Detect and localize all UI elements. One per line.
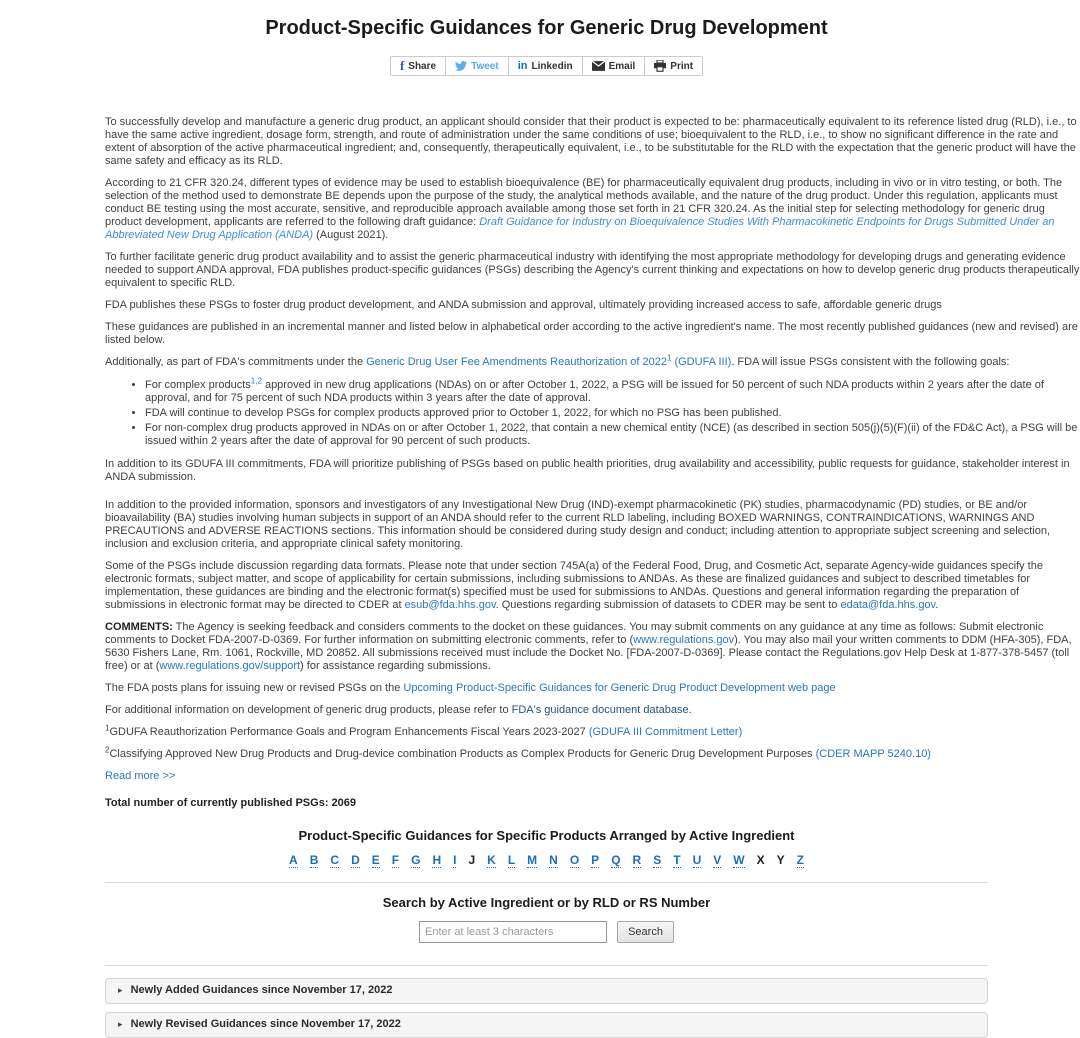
text-segment: In addition to the provided information, sponsors and investigators of any Investigational New Drug (IND)-exempt pharmacokinetic (PK) studies, pharmacodynamic (PD) studies, or BE and/or bioavailability (BA) studies involving human subjects in support of an ANDA should refer to the current RLD labeling, including BOXED WARNINGS, CONTRAINDICATIONS, WARNINGS AND PRECAUTIONS and ADVERSE REACTIONS sections. This information should be considered during study design and conduct; including attention to appropriate subject screening and selection, inclusion and exclusion criteria, and appropriate clinical safety monitoring.: [105, 499, 1051, 550]
inline-link[interactable]: www.regulations.gov: [633, 634, 735, 646]
text-segment: 1: [105, 723, 110, 733]
list-item: [145, 376, 1080, 405]
text-segment: ) for assistance regarding submissions.: [300, 660, 491, 672]
alphabet-letter-i[interactable]: I: [453, 853, 457, 867]
search-row: [105, 921, 988, 943]
inline-link[interactable]: (CDER MAPP 5240.10): [815, 748, 931, 760]
alphabet-letter-h[interactable]: H: [432, 853, 442, 867]
text-segment: COMMENTS:: [105, 621, 173, 633]
share-label: Share: [408, 60, 437, 72]
text-segment: GDUFA Reauthorization Performance Goals and Program Enhancements Fiscal Years 2023-2027: [109, 726, 589, 738]
email-label: Email: [608, 60, 636, 72]
print-icon: [654, 60, 666, 72]
text-segment: (August 2021).: [313, 229, 389, 241]
text-segment: The Agency is seeking feedback and considers comments to the docket on these guidances. You may submit comments on any guidance at any time as follows: Submit electronic comments to Docket FDA-2007-D-0369. For further information on submitting electronic comments, refer to (: [105, 621, 1044, 646]
paragraph: [105, 177, 1080, 242]
twitter-icon: [455, 60, 467, 72]
print-label: Print: [670, 60, 694, 72]
paragraph: [105, 299, 1080, 312]
inline-link[interactable]: esub@fda.hhs.gov: [404, 599, 496, 611]
alphabet-letter-s[interactable]: S: [653, 853, 662, 867]
guidance-section: [105, 828, 988, 1038]
social-share-group: [390, 56, 703, 76]
paragraph: [105, 116, 1080, 168]
divider: [105, 882, 988, 883]
paragraph: [105, 682, 1080, 695]
accordion-list: [105, 978, 988, 1038]
social-share-row: [105, 56, 988, 76]
search-input[interactable]: [419, 921, 607, 943]
share-linkedin-button[interactable]: [509, 57, 583, 75]
section-heading: Product-Specific Guidances for Specific Products Arranged by Active Ingredient: [298, 828, 795, 843]
text-segment: . Questions regarding submission of datasets to CDER may be sent to: [495, 599, 841, 611]
search-button[interactable]: Search: [617, 921, 674, 943]
alphabet-letter-w[interactable]: W: [733, 853, 745, 867]
text-segment: Classifying Approved New Drug Products and Drug-device combination Products as Complex Products for Generic Drug Development Purposes: [109, 748, 816, 760]
text-segment: FDA publishes these PSGs to foster drug product development, and ANDA submission and approval, ultimately providing increased access to safe, affordable generic drugs: [105, 299, 942, 311]
paragraph: [105, 321, 1080, 347]
accordion-newly-added[interactable]: [105, 978, 988, 1004]
inline-link[interactable]: Draft Guidance for Industry on Bioequivalence Studies With Pharmacokinetic Endpoints for Drugs Submitted Under an Abbreviated New Drug Application (ANDA): [105, 216, 1055, 241]
share-facebook-button[interactable]: [391, 57, 446, 75]
text-segment: For non-complex drug products approved in NDAs on or after October 1, 2022, that contain a new chemical entity (NCE) (as described in section 505(j)(5)(F)(ii) of the FD&C Act), a PSG will be issued within 2 years after the date of approval for 90 percent of such products.: [145, 422, 1078, 447]
alphabet-letter-d[interactable]: D: [351, 853, 360, 867]
alphabet-letter-g[interactable]: G: [411, 853, 421, 867]
alphabet-letter-x: X: [756, 853, 765, 867]
text-segment: For additional information on development of generic drug products, please refer to: [105, 704, 512, 716]
inline-link[interactable]: (GDUFA III): [671, 356, 732, 368]
inline-link[interactable]: 1: [666, 353, 672, 363]
print-button[interactable]: [645, 57, 702, 75]
text-segment: To further facilitate generic drug product availability and to assist the generic pharmaceutical industry with identifying the most appropriate methodology for developing drugs and generating evidence needed to support ANDA approval, FDA publishes product-specific guidances (PSGs) describing the Agency's current thinking and expectations on how to develop generic drug products therapeutically equivalent to specific RLD.: [105, 251, 1080, 289]
footnote-2: [105, 745, 1080, 761]
paragraph: [105, 458, 1080, 484]
alphabet-letter-a[interactable]: A: [289, 853, 298, 867]
total-psg-count: Total number of currently published PSGs: 2069: [105, 797, 357, 809]
goals-list: [105, 376, 1080, 448]
alphabet-letter-c[interactable]: C: [330, 853, 340, 867]
alphabet-letter-t[interactable]: T: [673, 853, 681, 867]
alphabet-letter-q[interactable]: Q: [611, 853, 621, 867]
alphabet-letter-b[interactable]: B: [309, 853, 319, 867]
text-segment: The FDA posts plans for issuing new or revised PSGs on the: [105, 682, 404, 694]
paragraph: [105, 353, 1080, 369]
alphabet-letter-y: Y: [776, 853, 785, 867]
linkedin-icon: in: [517, 60, 528, 72]
facebook-icon: f: [399, 58, 405, 73]
alphabet-letter-l[interactable]: L: [507, 853, 516, 867]
paragraph: [105, 499, 1080, 551]
alphabet-letter-n[interactable]: N: [549, 853, 558, 867]
text-segment: .: [935, 599, 939, 611]
text-segment: According to 21 CFR 320.24, different types of evidence may be used to establish bioequivalence (BE) for pharmaceutically equivalent drug products, including in vivo or in vitro testing, or both. The selection of the method used to demonstrate BE depends upon the purpose of the study, the analytical methods available, and the nature of the drug product. Under this regulation, applicants must conduct BE testing using the most accurate, sensitive, and reproducible approach available among those set forth in 21 CFR 320.24. As the initial step for selecting methodology for generic drug product development, applicants are referred to the following draft guidance:: [105, 177, 1063, 228]
alphabet-letter-r[interactable]: R: [632, 853, 642, 867]
alphabet-letter-v[interactable]: V: [713, 853, 722, 867]
alphabet-letter-u[interactable]: U: [692, 853, 702, 867]
text-segment: Additionally, as part of FDA's commitments under the: [105, 356, 367, 368]
footnote-1: [105, 723, 1080, 739]
accordion-label: Newly Revised Guidances since November 17, 2022: [130, 1018, 401, 1030]
email-icon: [592, 61, 605, 71]
linkedin-label: Linkedin: [531, 60, 573, 72]
text-segment: To successfully develop and manufacture a generic drug product, an applicant should consider that their product is expected to be: pharmaceutically equivalent to its reference listed drug (RLD), i.e., to have the same active ingredient, dosage form, strength, and route of administration under the same conditions of use; bioequivalent to the RLD, i.e., to show no significant difference in the rate and extent of absorption of the active pharmaceutical ingredient; and, consequently, therapeutically equivalent, i.e., to be substitutable for the RLD with the expectation that the generic product will have the same safety and efficacy as its RLD.: [105, 116, 1077, 167]
alphabet-letter-f[interactable]: F: [391, 853, 400, 867]
alphabet-letter-o[interactable]: O: [569, 853, 580, 867]
inline-link[interactable]: Upcoming Product-Specific Guidances for Generic Drug Product Development web page: [403, 682, 836, 694]
text-segment: 2: [105, 745, 110, 755]
divider: [105, 965, 988, 966]
alphabet-nav: [105, 854, 988, 868]
alphabet-letter-p[interactable]: P: [591, 853, 600, 867]
text-segment: Some of the PSGs include discussion regarding data formats. Please note that under section 745A(a) of the Federal Food, Drug, and Cosmetic Act, separate Agency-wide guidances specify the electronic formats, subject matter, and scope of applicability for certain submissions, including submissions to ANDAs. As these are finalized guidances and subject to described timetables for implementation, these guidances are binding and the electronic format(s) specified must be used for submissions to ANDAs. Questions and general information regarding the preparation of submissions in electronic format may be directed to CDER at: [105, 560, 1043, 611]
inline-link[interactable]: FDA's guidance document database: [511, 704, 689, 716]
inline-link[interactable]: 1,2: [250, 376, 262, 386]
text-segment: ). You may also mail your written comments to DDM (HFA-305), FDA, 5630 Fishers Lane, Rm. 1061, Rockville, MD 20852. All submissions received must include the Docket No. [FDA-2007-D-0369]. Please contact the Regulations.gov Help Desk at 1-877-378-5457 (toll free) or at (: [105, 634, 1072, 672]
text-segment: FDA will continue to develop PSGs for complex products approved prior to October 1, 2022, for which no PSG has been published.: [145, 407, 782, 419]
accordion-label: Newly Added Guidances since November 17, 2022: [130, 984, 393, 996]
alphabet-letter-k[interactable]: K: [487, 853, 496, 867]
alphabet-letter-e[interactable]: E: [371, 853, 380, 867]
inline-link[interactable]: Read more >>: [105, 770, 176, 782]
paragraph: [105, 704, 1080, 717]
inline-link[interactable]: edata@fda.hhs.gov: [840, 599, 936, 611]
page-title: Product-Specific Guidances for Generic Drug Development: [265, 17, 828, 39]
tweet-label: Tweet: [471, 60, 499, 72]
tweet-button[interactable]: [446, 57, 509, 75]
inline-link[interactable]: www.regulations.gov/support: [159, 660, 301, 672]
paragraph: [105, 560, 1080, 612]
alphabet-letter-z[interactable]: Z: [796, 853, 804, 867]
accordion-newly-revised[interactable]: [105, 1012, 988, 1038]
text-segment: In addition to its GDUFA III commitments, FDA will prioritize publishing of PSGs based on public health priorities, drug availability and accessibility, public requests for guidance, stakeholder interest in ANDA submission.: [105, 458, 1070, 483]
search-heading: Search by Active Ingredient or by RLD or RS Number: [382, 895, 711, 910]
caret-right-icon: ▸: [118, 985, 123, 995]
paragraph: [105, 251, 1080, 290]
email-button[interactable]: [583, 57, 646, 75]
read-more-link-row: [105, 770, 1080, 783]
alphabet-letter-m[interactable]: M: [527, 853, 538, 867]
text-segment: These guidances are published in an incremental manner and listed below in alphabetical order according to the active ingredient's name. The most recently published guidances (new and revised) are listed below.: [105, 321, 1078, 346]
list-item: [145, 422, 1080, 448]
list-item: [145, 407, 1080, 420]
text-segment: .: [688, 704, 692, 716]
text-segment: For complex products: [145, 379, 251, 391]
inline-link[interactable]: Generic Drug User Fee Amendments Reauthorization of 2022: [366, 356, 667, 368]
alphabet-letter-j: J: [468, 853, 476, 867]
caret-right-icon: ▸: [118, 1019, 123, 1029]
article-body: [105, 116, 1080, 810]
text-segment: approved in new drug applications (NDAs) on or after October 1, 2022, a PSG will be issued for 50 percent of such NDA products within 2 years after the date of approval, and for 75 percent of such NDA products within 3 years after the date of approval.: [145, 379, 1044, 404]
text-segment: . FDA will issue PSGs consistent with the following goals:: [731, 356, 1010, 368]
paragraph: [105, 621, 1080, 673]
inline-link[interactable]: (GDUFA III Commitment Letter): [588, 726, 743, 738]
